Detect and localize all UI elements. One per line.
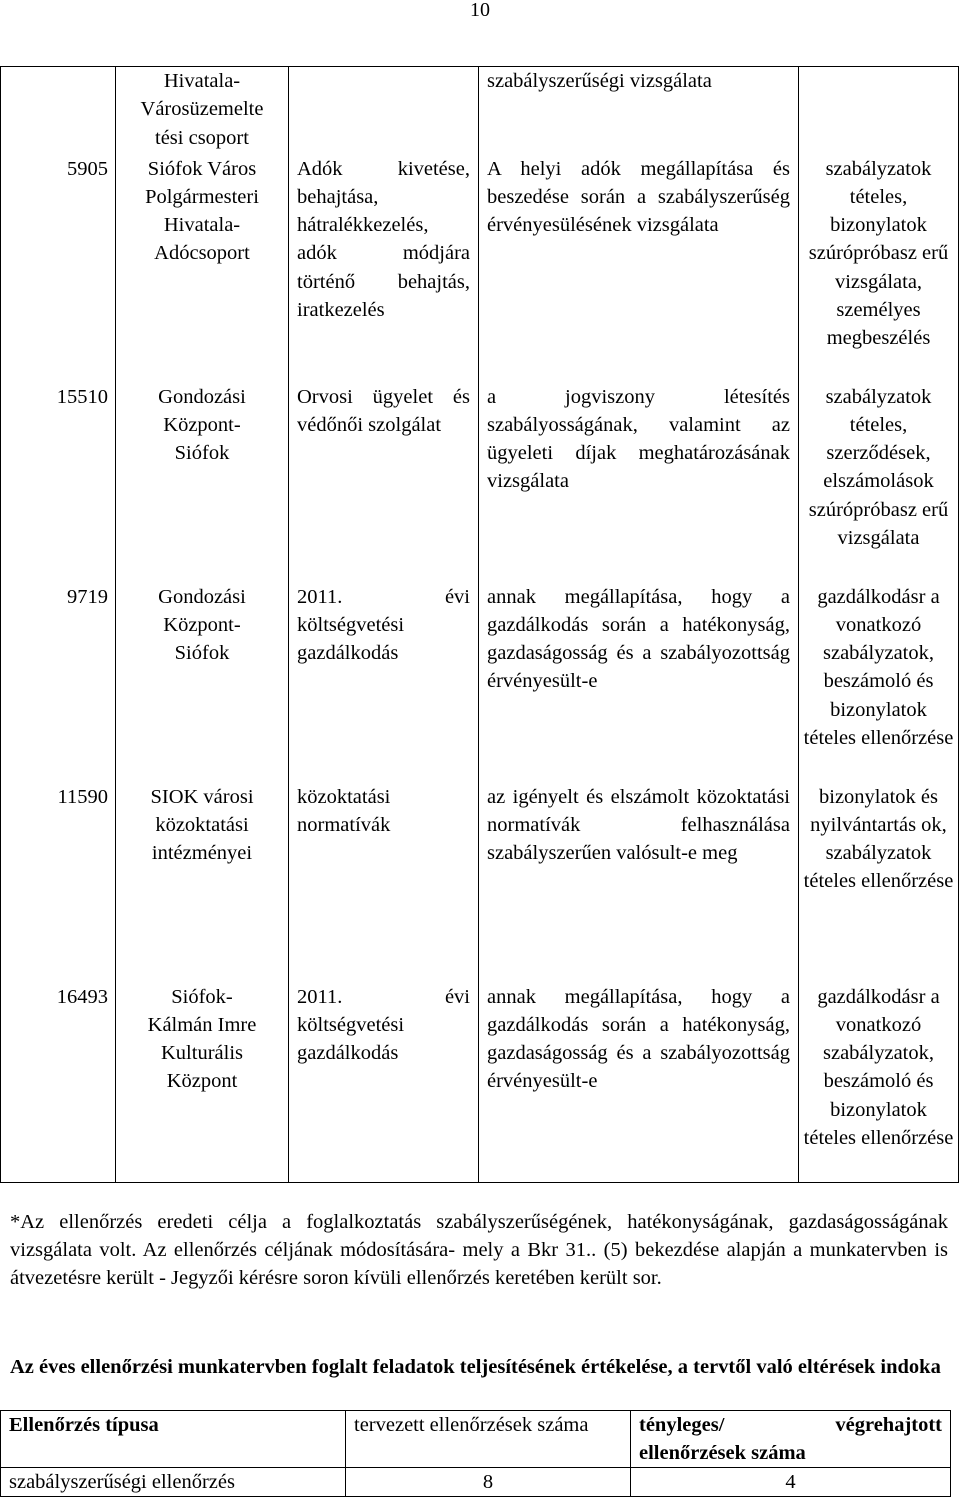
row-method: szabályzatok tételes, bizonylatok szúrópróbasz erű vizsgálata, személyes megbeszélés bbox=[799, 155, 959, 383]
row-unit: Hivatala- Városüzemelte tési csoport bbox=[116, 67, 289, 155]
row-unit: SIOK városi közoktatási intézményei bbox=[116, 783, 289, 983]
audit-table bbox=[0, 66, 959, 1183]
row-code: 15510 bbox=[1, 383, 116, 583]
row-goal: a jogviszony létesítés szabályosságának, valamint az ügyeleti díjak meghatározásának vizsgálata bbox=[479, 383, 799, 583]
summary-planned: 8 bbox=[346, 1468, 631, 1497]
table-row bbox=[1, 155, 959, 383]
row-subject: közoktatási normatívák bbox=[289, 783, 479, 983]
row-subject: 2011. évi költségvetési gazdálkodás bbox=[289, 583, 479, 783]
footnote-text: *Az ellenőrzés eredeti célja a foglalkoztatás szabályszerűségének, hatékonyságának, gazdaságosságának vizsgálata volt. Az ellenőrzés céljának módosítására- mely a Bkr 31.. (5) bekezdése alapján a munkatervben is átvezetésre került - Jegyzői kérésre soron kívüli ellenőrzés keretében került sor. bbox=[10, 1211, 948, 1289]
row-method: szabályzatok tételes, szerződések, elszámolások szúrópróbasz erű vizsgálata bbox=[799, 383, 959, 583]
row-unit: Siófok- Kálmán Imre Kulturális Központ bbox=[116, 983, 289, 1183]
summary-header-actual: tényleges/ végrehajtott ellenőrzések száma bbox=[631, 1411, 951, 1468]
row-unit: Siófok Város Polgármesteri Hivatala- Adócsoport bbox=[116, 155, 289, 383]
row-unit: Gondozási Központ- Siófok bbox=[116, 383, 289, 583]
row-code: 5905 bbox=[1, 155, 116, 383]
row-subject: 2011. évi költségvetési gazdálkodás bbox=[289, 983, 479, 1183]
row-code: 16493 bbox=[1, 983, 116, 1183]
summary-table bbox=[0, 1410, 951, 1497]
table-row bbox=[1, 67, 959, 155]
row-subject bbox=[289, 67, 479, 155]
section-heading: Az éves ellenőrzési munkatervben foglalt feladatok teljesítésének értékelése, a tervtől való eltérések indoka bbox=[10, 1356, 941, 1378]
row-goal: annak megállapítása, hogy a gazdálkodás során a hatékonyság, gazdaságosság és a szabályozottság érvényesült-e bbox=[479, 983, 799, 1183]
row-code: 9719 bbox=[1, 583, 116, 783]
summary-header-type: Ellenőrzés típusa bbox=[1, 1411, 346, 1468]
row-unit: Gondozási Központ- Siófok bbox=[116, 583, 289, 783]
row-goal: az igényelt és elszámolt közoktatási normatívák felhasználása szabályszerűen valósult-e meg bbox=[479, 783, 799, 983]
row-code: 11590 bbox=[1, 783, 116, 983]
row-goal: annak megállapítása, hogy a gazdálkodás során a hatékonyság, gazdaságosság és a szabályozottság érvényesült-e bbox=[479, 583, 799, 783]
summary-header-planned: tervezett ellenőrzések száma bbox=[346, 1411, 631, 1468]
summary-type: szabályszerűségi ellenőrzés bbox=[1, 1468, 346, 1497]
table-row bbox=[1, 983, 959, 1183]
row-code bbox=[1, 67, 116, 155]
page-number: 10 bbox=[470, 0, 490, 21]
row-method bbox=[799, 67, 959, 155]
table-row bbox=[1, 783, 959, 983]
footnote bbox=[10, 1208, 948, 1292]
row-goal: A helyi adók megállapítása és beszedése során a szabályszerűség érvényesülésének vizsgálata bbox=[479, 155, 799, 383]
row-method: gazdálkodásr a vonatkozó szabályzatok, beszámoló és bizonylatok tételes ellenőrzése bbox=[799, 583, 959, 783]
row-method: gazdálkodásr a vonatkozó szabályzatok, beszámoló és bizonylatok tételes ellenőrzése bbox=[799, 983, 959, 1183]
row-subject: Orvosi ügyelet és védőnői szolgálat bbox=[289, 383, 479, 583]
table-row bbox=[1, 383, 959, 583]
row-method: bizonylatok és nyilvántartás ok, szabályzatok tételes ellenőrzése bbox=[799, 783, 959, 983]
row-goal: szabályszerűségi vizsgálata bbox=[479, 67, 799, 155]
summary-header-row bbox=[1, 1411, 951, 1468]
table-row bbox=[1, 583, 959, 783]
row-subject: Adók kivetése, behajtása, hátralékkezelés, adók módjára történő behajtás, iratkezelés bbox=[289, 155, 479, 383]
summary-row bbox=[1, 1468, 951, 1497]
summary-actual: 4 bbox=[631, 1468, 951, 1497]
